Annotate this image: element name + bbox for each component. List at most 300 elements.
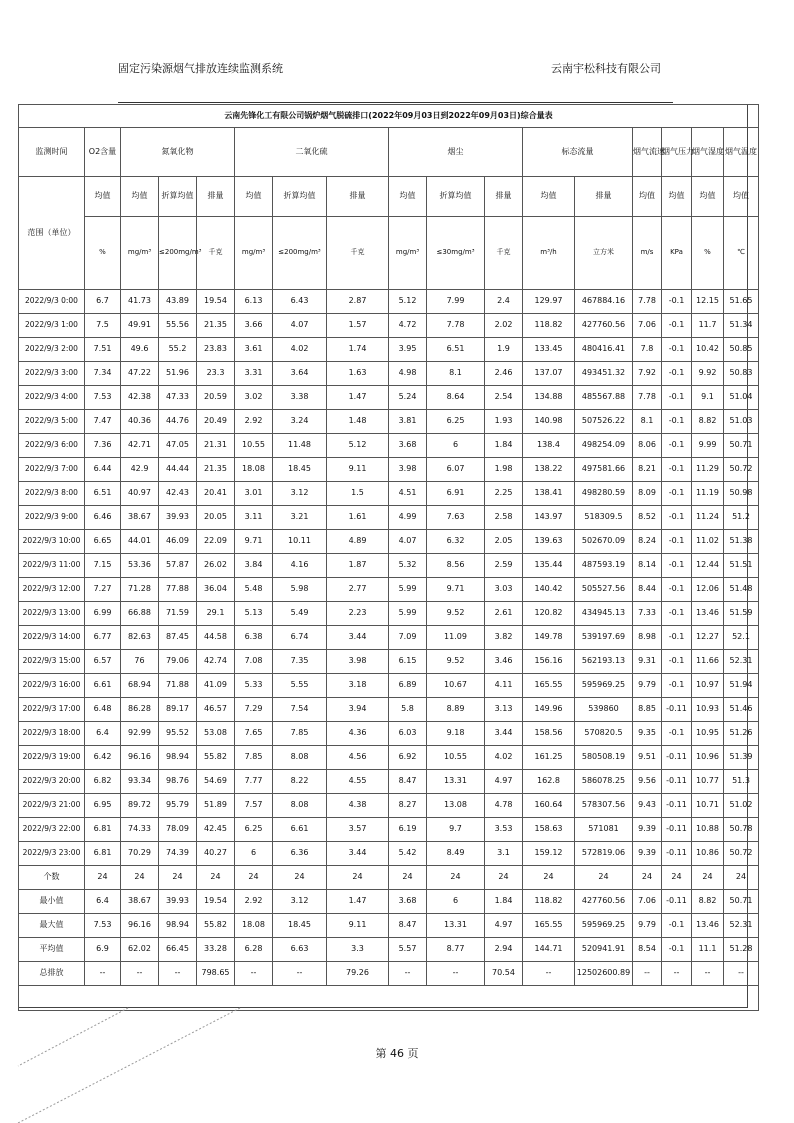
value-cell: 3.03 xyxy=(485,578,523,602)
value-cell: 5.42 xyxy=(389,842,427,866)
value-cell: 7.29 xyxy=(235,698,273,722)
value-cell: 42.71 xyxy=(121,434,159,458)
value-cell: 6.07 xyxy=(427,458,485,482)
value-cell: -- xyxy=(633,962,662,986)
value-cell: 8.98 xyxy=(633,626,662,650)
unit-cell: ℃ xyxy=(724,217,759,290)
value-cell: 92.99 xyxy=(121,722,159,746)
value-cell: 38.67 xyxy=(121,890,159,914)
value-cell: 11.7 xyxy=(692,314,724,338)
value-cell: 1.74 xyxy=(327,338,389,362)
value-cell: 798.65 xyxy=(197,962,235,986)
value-cell: 44.44 xyxy=(159,458,197,482)
value-cell: 5.12 xyxy=(327,434,389,458)
value-cell: -0.11 xyxy=(662,890,692,914)
data-row xyxy=(19,842,759,866)
value-cell: 4.07 xyxy=(273,314,327,338)
value-cell: -0.1 xyxy=(662,314,692,338)
value-cell: -0.1 xyxy=(662,650,692,674)
value-cell: 19.54 xyxy=(197,290,235,314)
value-cell: 7.35 xyxy=(273,650,327,674)
value-cell: 9.35 xyxy=(633,722,662,746)
value-cell: 7.53 xyxy=(85,914,121,938)
value-cell: 24 xyxy=(692,866,724,890)
value-cell: 44.76 xyxy=(159,410,197,434)
value-cell: 4.97 xyxy=(485,770,523,794)
value-cell: 6.43 xyxy=(273,290,327,314)
value-cell: 165.55 xyxy=(523,674,575,698)
data-row xyxy=(19,554,759,578)
value-cell: -0.1 xyxy=(662,554,692,578)
unit-cell: 千克 xyxy=(197,217,235,290)
value-cell: 3.18 xyxy=(327,674,389,698)
value-cell: 1.61 xyxy=(327,506,389,530)
value-cell: 51.3 xyxy=(724,770,759,794)
col-o2-header: O2含量 xyxy=(85,128,121,177)
value-cell: 4.16 xyxy=(273,554,327,578)
value-cell: 2.61 xyxy=(485,602,523,626)
value-cell: 143.97 xyxy=(523,506,575,530)
value-cell: -0.1 xyxy=(662,362,692,386)
value-cell: 11.29 xyxy=(692,458,724,482)
value-cell: 3.64 xyxy=(273,362,327,386)
value-cell: 20.49 xyxy=(197,410,235,434)
value-cell: 51.34 xyxy=(724,314,759,338)
value-cell: 10.67 xyxy=(427,674,485,698)
value-cell: 6.91 xyxy=(427,482,485,506)
col-humidity-header: 烟气湿度 xyxy=(692,128,724,177)
value-cell: 3.24 xyxy=(273,410,327,434)
value-cell: 10.55 xyxy=(427,746,485,770)
value-cell: 159.12 xyxy=(523,842,575,866)
value-cell: 7.78 xyxy=(633,290,662,314)
value-cell: 578307.56 xyxy=(575,794,633,818)
value-cell: 5.49 xyxy=(273,602,327,626)
value-cell: 7.85 xyxy=(235,746,273,770)
value-cell: 8.85 xyxy=(633,698,662,722)
value-cell: 3.98 xyxy=(327,650,389,674)
value-cell: 7.06 xyxy=(633,314,662,338)
data-row xyxy=(19,818,759,842)
value-cell: 5.12 xyxy=(389,290,427,314)
value-cell: 6.28 xyxy=(235,938,273,962)
value-cell: 2.54 xyxy=(485,386,523,410)
subheader-cell: 均值 xyxy=(662,177,692,217)
subheader-cell: 均值 xyxy=(389,177,427,217)
value-cell: 3.21 xyxy=(273,506,327,530)
col-so2-header: 二氧化硫 xyxy=(235,128,389,177)
value-cell: 4.07 xyxy=(389,530,427,554)
value-cell: 49.6 xyxy=(121,338,159,362)
value-cell: 55.82 xyxy=(197,746,235,770)
stat-label-cell: 最大值 xyxy=(19,914,85,938)
data-row xyxy=(19,434,759,458)
value-cell: 1.57 xyxy=(327,314,389,338)
value-cell: 41.09 xyxy=(197,674,235,698)
value-cell: 1.84 xyxy=(485,434,523,458)
value-cell: 8.77 xyxy=(427,938,485,962)
value-cell: 18.08 xyxy=(235,914,273,938)
value-cell: 7.99 xyxy=(427,290,485,314)
data-row xyxy=(19,794,759,818)
value-cell: 4.97 xyxy=(485,914,523,938)
time-cell: 2022/9/3 19:00 xyxy=(19,746,85,770)
value-cell: 120.82 xyxy=(523,602,575,626)
value-cell: 539860 xyxy=(575,698,633,722)
value-cell: 9.71 xyxy=(427,578,485,602)
value-cell: 6.25 xyxy=(235,818,273,842)
value-cell: 57.87 xyxy=(159,554,197,578)
value-cell: 13.46 xyxy=(692,602,724,626)
time-cell: 2022/9/3 8:00 xyxy=(19,482,85,506)
value-cell: 71.59 xyxy=(159,602,197,626)
value-cell: 96.16 xyxy=(121,914,159,938)
value-cell: 7.09 xyxy=(389,626,427,650)
value-cell: 62.02 xyxy=(121,938,159,962)
value-cell: 50.71 xyxy=(724,434,759,458)
value-cell: 10.42 xyxy=(692,338,724,362)
value-cell: 2.05 xyxy=(485,530,523,554)
value-cell: 51.48 xyxy=(724,578,759,602)
value-cell: 2.77 xyxy=(327,578,389,602)
value-cell: 158.56 xyxy=(523,722,575,746)
value-cell: 3.38 xyxy=(273,386,327,410)
value-cell: 507526.22 xyxy=(575,410,633,434)
value-cell: 9.18 xyxy=(427,722,485,746)
stats-row xyxy=(19,866,759,890)
unit-cell: % xyxy=(692,217,724,290)
value-cell: 54.69 xyxy=(197,770,235,794)
value-cell: 5.32 xyxy=(389,554,427,578)
value-cell: 8.27 xyxy=(389,794,427,818)
value-cell: 24 xyxy=(724,866,759,890)
value-cell: 10.95 xyxy=(692,722,724,746)
value-cell: 9.11 xyxy=(327,914,389,938)
value-cell: 5.24 xyxy=(389,386,427,410)
value-cell: 6.4 xyxy=(85,890,121,914)
value-cell: 6.63 xyxy=(273,938,327,962)
col-velocity-header: 烟气流速 xyxy=(633,128,662,177)
unit-cell: mg/m³ xyxy=(389,217,427,290)
unit-cell: 千克 xyxy=(327,217,389,290)
value-cell: 5.33 xyxy=(235,674,273,698)
value-cell: 20.59 xyxy=(197,386,235,410)
value-cell: 3.12 xyxy=(273,482,327,506)
value-cell: 19.54 xyxy=(197,890,235,914)
subheader-cell: 均值 xyxy=(85,177,121,217)
value-cell: 10.86 xyxy=(692,842,724,866)
value-cell: 51.39 xyxy=(724,746,759,770)
value-cell: 498280.59 xyxy=(575,482,633,506)
value-cell: -0.1 xyxy=(662,482,692,506)
value-cell: 24 xyxy=(427,866,485,890)
value-cell: -0.1 xyxy=(662,434,692,458)
value-cell: 4.02 xyxy=(273,338,327,362)
value-cell: 6.51 xyxy=(427,338,485,362)
data-row xyxy=(19,530,759,554)
value-cell: 51.46 xyxy=(724,698,759,722)
value-cell: 18.45 xyxy=(273,914,327,938)
value-cell: 7.27 xyxy=(85,578,121,602)
value-cell: 79.06 xyxy=(159,650,197,674)
subheader-cell: 均值 xyxy=(692,177,724,217)
value-cell: -0.1 xyxy=(662,506,692,530)
value-cell: 6.74 xyxy=(273,626,327,650)
time-cell: 2022/9/3 13:00 xyxy=(19,602,85,626)
time-cell: 2022/9/3 3:00 xyxy=(19,362,85,386)
value-cell: 24 xyxy=(159,866,197,890)
value-cell: 7.5 xyxy=(85,314,121,338)
value-cell: 46.09 xyxy=(159,530,197,554)
value-cell: 71.28 xyxy=(121,578,159,602)
value-cell: 149.78 xyxy=(523,626,575,650)
company-name: 云南宇松科技有限公司 xyxy=(551,62,661,75)
value-cell: 7.06 xyxy=(633,890,662,914)
value-cell: 7.85 xyxy=(273,722,327,746)
stat-label-cell: 总排放 xyxy=(19,962,85,986)
value-cell: 539197.69 xyxy=(575,626,633,650)
value-cell: 160.64 xyxy=(523,794,575,818)
subheader-cell: 排量 xyxy=(575,177,633,217)
value-cell: 161.25 xyxy=(523,746,575,770)
value-cell: 55.2 xyxy=(159,338,197,362)
value-cell: 467884.16 xyxy=(575,290,633,314)
value-cell: 26.02 xyxy=(197,554,235,578)
value-cell: -0.11 xyxy=(662,818,692,842)
value-cell: 7.63 xyxy=(427,506,485,530)
value-cell: 50.98 xyxy=(724,482,759,506)
value-cell: 47.05 xyxy=(159,434,197,458)
value-cell: 7.51 xyxy=(85,338,121,362)
value-cell: 13.31 xyxy=(427,914,485,938)
value-cell: -0.11 xyxy=(662,770,692,794)
data-row xyxy=(19,386,759,410)
value-cell: 49.91 xyxy=(121,314,159,338)
value-cell: 8.1 xyxy=(633,410,662,434)
value-cell: -0.1 xyxy=(662,338,692,362)
value-cell: 3.1 xyxy=(485,842,523,866)
value-cell: 7.65 xyxy=(235,722,273,746)
value-cell: 570820.5 xyxy=(575,722,633,746)
stats-row xyxy=(19,914,759,938)
value-cell: 6 xyxy=(235,842,273,866)
value-cell: 6.77 xyxy=(85,626,121,650)
data-row xyxy=(19,506,759,530)
value-cell: 5.8 xyxy=(389,698,427,722)
data-row xyxy=(19,626,759,650)
value-cell: 24 xyxy=(389,866,427,890)
value-cell: 87.45 xyxy=(159,626,197,650)
value-cell: 33.28 xyxy=(197,938,235,962)
value-cell: 4.36 xyxy=(327,722,389,746)
value-cell: 13.08 xyxy=(427,794,485,818)
value-cell: 95.52 xyxy=(159,722,197,746)
value-cell: -- xyxy=(121,962,159,986)
value-cell: 487593.19 xyxy=(575,554,633,578)
value-cell: -0.1 xyxy=(662,578,692,602)
value-cell: -0.1 xyxy=(662,530,692,554)
value-cell: 7.78 xyxy=(633,386,662,410)
value-cell: -- xyxy=(662,962,692,986)
value-cell: 8.64 xyxy=(427,386,485,410)
value-cell: 18.08 xyxy=(235,458,273,482)
time-cell: 2022/9/3 22:00 xyxy=(19,818,85,842)
value-cell: 55.82 xyxy=(197,914,235,938)
value-cell: 51.96 xyxy=(159,362,197,386)
range-unit-label: 范围（单位） xyxy=(19,177,85,290)
value-cell: 50.83 xyxy=(724,362,759,386)
value-cell: 138.22 xyxy=(523,458,575,482)
value-cell: 149.96 xyxy=(523,698,575,722)
value-cell: 6.51 xyxy=(85,482,121,506)
value-cell: 40.97 xyxy=(121,482,159,506)
value-cell: 53.08 xyxy=(197,722,235,746)
time-cell: 2022/9/3 9:00 xyxy=(19,506,85,530)
value-cell: 77.88 xyxy=(159,578,197,602)
value-cell: 68.94 xyxy=(121,674,159,698)
stat-label-cell: 个数 xyxy=(19,866,85,890)
value-cell: 5.98 xyxy=(273,578,327,602)
value-cell: 9.52 xyxy=(427,650,485,674)
value-cell: 6.03 xyxy=(389,722,427,746)
data-row xyxy=(19,410,759,434)
value-cell: 11.19 xyxy=(692,482,724,506)
value-cell: 24 xyxy=(85,866,121,890)
time-cell: 2022/9/3 17:00 xyxy=(19,698,85,722)
time-cell: 2022/9/3 5:00 xyxy=(19,410,85,434)
unit-cell: % xyxy=(85,217,121,290)
value-cell: 138.4 xyxy=(523,434,575,458)
page-number: 第 46 页 xyxy=(375,1047,419,1060)
blank-cell xyxy=(19,986,759,1011)
value-cell: 9.11 xyxy=(327,458,389,482)
value-cell: 8.14 xyxy=(633,554,662,578)
subheader-cell: 排量 xyxy=(485,177,523,217)
value-cell: 427760.56 xyxy=(575,314,633,338)
value-cell: 36.04 xyxy=(197,578,235,602)
value-cell: 9.56 xyxy=(633,770,662,794)
value-cell: 9.51 xyxy=(633,746,662,770)
value-cell: 9.1 xyxy=(692,386,724,410)
value-cell: 74.39 xyxy=(159,842,197,866)
value-cell: 10.11 xyxy=(273,530,327,554)
value-cell: 5.13 xyxy=(235,602,273,626)
value-cell: 43.89 xyxy=(159,290,197,314)
value-cell: 2.25 xyxy=(485,482,523,506)
value-cell: 4.78 xyxy=(485,794,523,818)
value-cell: 98.94 xyxy=(159,914,197,938)
value-cell: 3.46 xyxy=(485,650,523,674)
value-cell: 3.84 xyxy=(235,554,273,578)
value-cell: 71.88 xyxy=(159,674,197,698)
value-cell: 51.94 xyxy=(724,674,759,698)
value-cell: 51.89 xyxy=(197,794,235,818)
value-cell: 586078.25 xyxy=(575,770,633,794)
value-cell: 50.78 xyxy=(724,818,759,842)
value-cell: 497581.66 xyxy=(575,458,633,482)
value-cell: 6.99 xyxy=(85,602,121,626)
value-cell: -0.1 xyxy=(662,626,692,650)
value-cell: 3.44 xyxy=(327,842,389,866)
value-cell: 480416.41 xyxy=(575,338,633,362)
value-cell: -0.1 xyxy=(662,458,692,482)
value-cell: 4.55 xyxy=(327,770,389,794)
value-cell: 51.03 xyxy=(724,410,759,434)
page-corner-lines xyxy=(18,1008,240,1123)
data-row xyxy=(19,722,759,746)
value-cell: 9.71 xyxy=(235,530,273,554)
value-cell: 8.82 xyxy=(692,890,724,914)
value-cell: 1.84 xyxy=(485,890,523,914)
value-cell: 571081 xyxy=(575,818,633,842)
value-cell: 5.99 xyxy=(389,602,427,626)
value-cell: 165.55 xyxy=(523,914,575,938)
data-row xyxy=(19,458,759,482)
value-cell: -0.11 xyxy=(662,698,692,722)
value-cell: -- xyxy=(85,962,121,986)
value-cell: 42.43 xyxy=(159,482,197,506)
value-cell: 3.66 xyxy=(235,314,273,338)
header-rule xyxy=(118,102,673,103)
value-cell: 4.02 xyxy=(485,746,523,770)
value-cell: 38.67 xyxy=(121,506,159,530)
value-cell: 6.81 xyxy=(85,842,121,866)
value-cell: 8.06 xyxy=(633,434,662,458)
value-cell: 50.71 xyxy=(724,890,759,914)
value-cell: 11.48 xyxy=(273,434,327,458)
value-cell: 7.77 xyxy=(235,770,273,794)
value-cell: 9.52 xyxy=(427,602,485,626)
value-cell: 562193.13 xyxy=(575,650,633,674)
value-cell: 4.51 xyxy=(389,482,427,506)
value-cell: 44.01 xyxy=(121,530,159,554)
value-cell: 51.26 xyxy=(724,722,759,746)
value-cell: 6.57 xyxy=(85,650,121,674)
value-cell: 21.31 xyxy=(197,434,235,458)
value-cell: -- xyxy=(692,962,724,986)
value-cell: 6.15 xyxy=(389,650,427,674)
value-cell: 50.85 xyxy=(724,338,759,362)
value-cell: 4.38 xyxy=(327,794,389,818)
value-cell: 11.66 xyxy=(692,650,724,674)
value-cell: 23.3 xyxy=(197,362,235,386)
data-row xyxy=(19,290,759,314)
value-cell: 24 xyxy=(485,866,523,890)
value-cell: 498254.09 xyxy=(575,434,633,458)
value-cell: 89.17 xyxy=(159,698,197,722)
value-cell: 9.92 xyxy=(692,362,724,386)
value-cell: 8.56 xyxy=(427,554,485,578)
value-cell: 24 xyxy=(273,866,327,890)
value-cell: 51.51 xyxy=(724,554,759,578)
value-cell: 8.82 xyxy=(692,410,724,434)
value-cell: 133.45 xyxy=(523,338,575,362)
unit-cell: mg/m³ xyxy=(121,217,159,290)
value-cell: 137.07 xyxy=(523,362,575,386)
value-cell: 1.47 xyxy=(327,386,389,410)
value-cell: 9.43 xyxy=(633,794,662,818)
value-cell: 162.8 xyxy=(523,770,575,794)
value-cell: 11.09 xyxy=(427,626,485,650)
value-cell: 42.74 xyxy=(197,650,235,674)
value-cell: 52.31 xyxy=(724,914,759,938)
value-cell: 86.28 xyxy=(121,698,159,722)
report-title: 云南先锋化工有限公司锅炉烟气脱硫排口(2022年09月03日到2022年09月03日)综合量表 xyxy=(19,105,759,128)
time-cell: 2022/9/3 4:00 xyxy=(19,386,85,410)
value-cell: 8.52 xyxy=(633,506,662,530)
time-cell: 2022/9/3 21:00 xyxy=(19,794,85,818)
value-cell: 24 xyxy=(575,866,633,890)
